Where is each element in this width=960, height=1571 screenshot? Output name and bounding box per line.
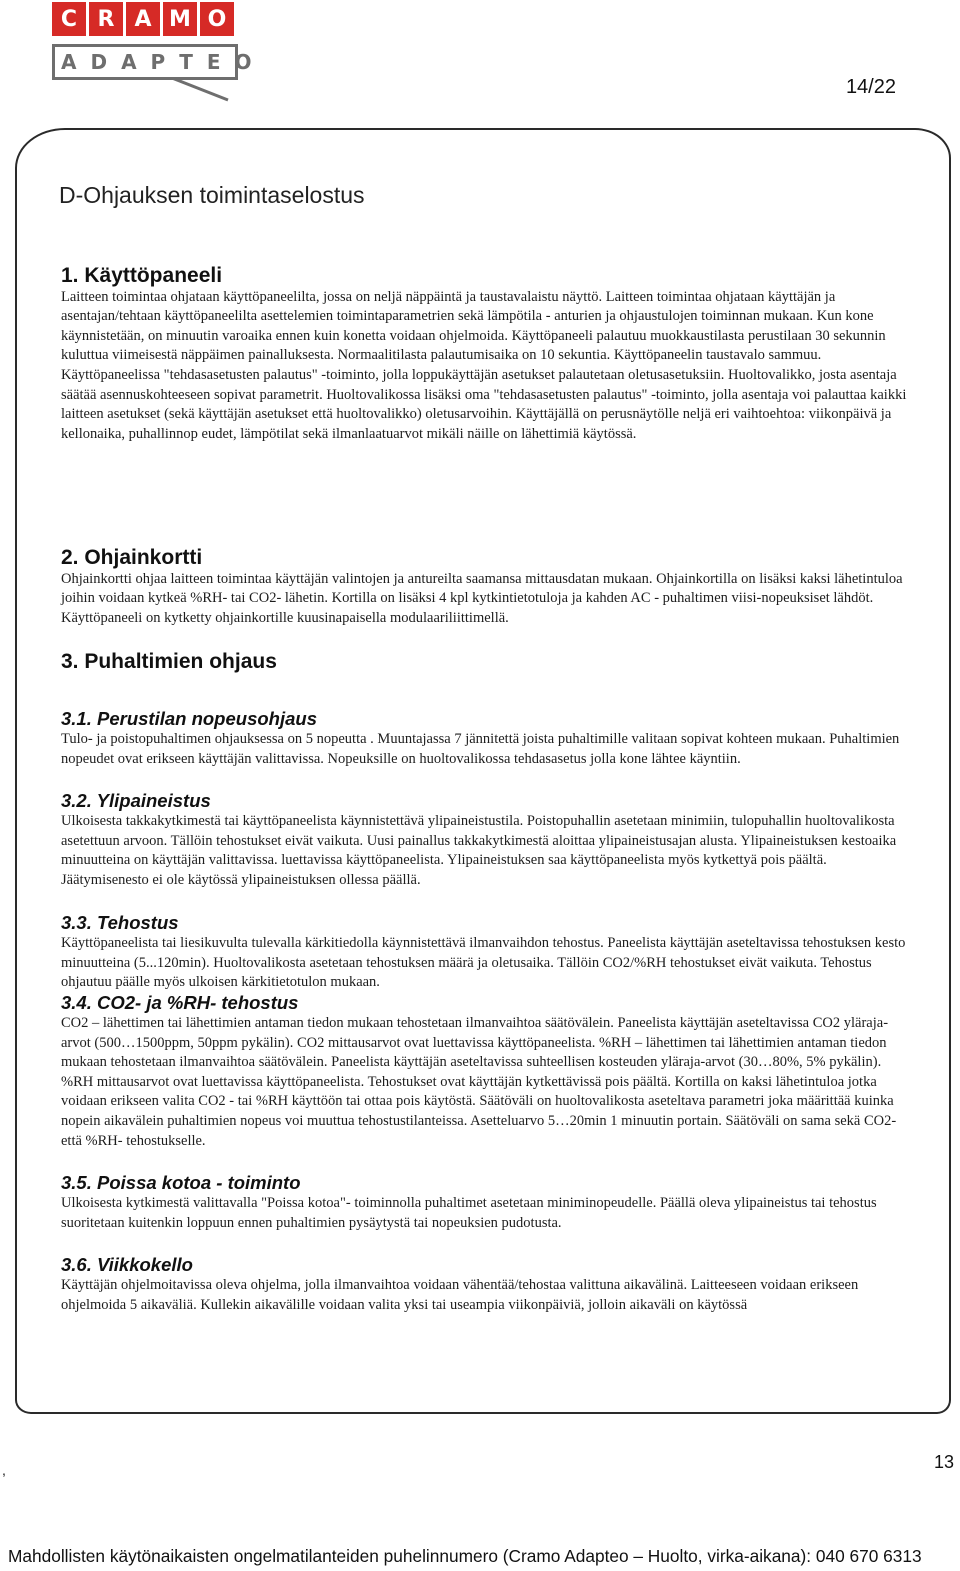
subsection-heading: 3.2. Ylipaineistus [61,790,211,811]
stray-mark: , [2,1462,6,1478]
subsection-text: Ulkoisesta kytkimestä valittavalla "Poissa kotoa"- toiminnolla puhaltimet asetetaan miniminopeudelle. Päällä oleva ylipaineistus tai tehostus suoritetaan kuitenkin loppuun ennen puhaltimien pysäytystä tai nopeuksien pudotusta. [61,1195,877,1231]
subsection-text: Käyttöpaneelista tai liesikuvulta tulevalla kärkitiedolla käynnistettävä ilmanvaihdon tehostus. Paneelista käyttäjän aseteltavissa tehostuksen kesto minuutteina (5...120min). Huoltovalikosta asetetaan tehostuksen määrä ja oletusaika. Tällöin CO2/%RH tehostukset eivät vaikuta. Tehostus ohjautuu päälle myös ulkoisen kärkitietotulon mukaan. [61,935,906,991]
subsection-poissa-kotoa [61,1172,911,1233]
subsection-co2-rh-tehostus [61,992,911,1151]
subsection-heading: 3.5. Poissa kotoa - toiminto [61,1172,301,1193]
logo-subtitle [52,44,266,80]
document-body [59,182,911,1313]
footer-support-phone: Mahdollisten käytönaikaisten ongelmatilanteiden puhelinnumero (Cramo Adapteo – Huolto, virka-aikana): 040 670 6313 [8,1546,922,1566]
cramo-adapteo-logo [52,2,266,98]
subsection-viikkokello [61,1254,911,1315]
subsection-heading: 3.3. Tehostus [61,912,179,933]
subsection-text: Ulkoisesta takkakytkimestä tai käyttöpaneelista käynnistettävä ylipaineistustila. Poistopuhallin asetetaan minimiin, tulopuhallin huoltovalikosta asetettuun arvoon. Tällöin tehostukset eivät vaikuta. Uusi painallus takkakytkimestä aloittaa ylipaineistusajan alusta. Ylipaineistuksen kestoaika minuutteina on käyttäjän valittavissa. luettavissa käyttöpaneelista. Ylipaineistuksen saa käyttöpaneelista myös kytkettyä pois päältä. Jäätymisenesto ei ole käytössä ylipaineistuksen ollessa päällä. [61,813,897,888]
subsection-text: CO2 – lähettimen tai lähettimien antaman tiedon mukaan tehostetaan ilmanvaihtoa säätövälein. Paneelista käyttäjän aseteltavissa CO2 yläraja-arvot (500…1500ppm, 50ppm pykälin). CO2 mittausarvot ovat luettavissa käyttöpaneelista. %RH – lähettimen tai lähettimien antaman tiedon mukaan tehostetaan ilmanvaihtoa säätövälein. Paneelista käyttäjän aseteltavissa suhteellisen kosteuden yläraja-arvot (30…80%, 5% pykälin). %RH mittausarvot ovat luettavissa käyttöpaneelista. Tehostukset ovat käyttäjän kytkettävissä pois päältä. Kortilla on kaksi lähetintuloa jotka voidaan erikseen valita CO2 - tai %RH käyttöön tai ottaa pois käytöstä. Säätöväli on huoltovalikosta aseteltava parametri joka määrittää kuinka nopein aikavälein puhaltimien nopeus voi muuttua tehostustilanteissa. Asetteluarvo 5…20min 1 minuutin portain. Säätöväli on sama sekä CO2- että %RH- tehostukselle. [61,1015,897,1149]
logo-letter: A [126,2,160,36]
logo-letter: R [89,2,123,36]
logo-letter-row [52,2,242,36]
document-title: D-Ohjauksen toimintaselostus [59,182,365,208]
section-ohjainkortti [61,548,911,628]
logo-subtitle-text: ADAPTEO [61,50,266,74]
section-heading: 2. Ohjainkortti [61,546,203,569]
logo-letter: M [163,2,197,36]
subsection-perustilan-nopeusohjaus [61,708,911,769]
section-heading: 3. Puhaltimien ohjaus [61,650,277,673]
logo-letter: C [52,2,86,36]
section-text: Ohjainkortti ohjaa laitteen toimintaa käyttäjän valintojen ja antureilta saamansa mittausdatan mukaan. Ohjainkortilla on lisäksi kaksi lähetintuloa joihin voidaan kytkeä %RH- tai CO2- lähetin. Kortilla on lisäksi 4 kpl kytkintietotuloja ja kahden AC - puhaltimen viisi-nopeuksiset lähdöt. Käyttöpaneeli on kytketty ohjainkortille kuusinapaisella modulaariliittimellä. [61,570,903,626]
section-heading: 1. Käyttöpaneeli [61,264,223,287]
subsection-heading: 3.4. CO2- ja %RH- tehostus [61,992,299,1013]
logo-tail-icon [172,78,256,102]
original-page-number: 13 [933,1452,954,1472]
section-kayttopaneeli [61,266,911,444]
subsection-heading: 3.6. Viikkokello [61,1254,193,1275]
section-text: Laitteen toimintaa ohjataan käyttöpaneelilta, jossa on neljä näppäintä ja taustavalaistu näyttö. Laitteen toimintaa ohjataan käyttäjän ja asentajan/tehtaan käyttöpaneelilta asettelemien toimintaparametrien sekä lämpötila - anturien ja ohjaustulojen toiminnan mukaan. Kun kone käynnistetään, on minuutin varoaika ennen kuin konetta voidaan ohjelmoida. Käyttöpaneeli palautuu muokkaustilasta perustilaan 30 sekunnin kuluttua viimeisestä näppäimen painalluksesta. Normaalitilasta palautumisaika on 10 sekuntia. Käyttöpaneelin taustavalo sammuu. Käyttöpaneelissa "tehdasasetusten palautus" -toiminto, jolla loppukäyttäjän asetukset palautetaan oletusasetuksiin. Huoltovalikko, josta asentaja säätää asennuskohteeseen sopivat parametrit. Huoltovalikossa lisäksi oma "tehdasasetusten palautus" -toiminto, jolla asentaja voi palauttaa kaikki laitteen asetukset (sekä käyttäjän asetukset että huoltovalikko) oletusarvoihin. Käyttäjällä on perusnäytölle neljä eri vaihtoehtoa: viikonpäivä ja kellonaika, puhallinnop eudet, lämpötilat sekä ilmanlaatuarvot mikäli näille on lähettimiä käytössä. [61,288,907,442]
subsection-text: Käyttäjän ohjelmoitavissa oleva ohjelma, jolla ilmanvaihtoa voidaan vähentää/tehostaa valittuna aikavälinä. Laitteeseen voidaan erikseen ohjelmoida 5 aikaväliä. Kullekin aikavälille voidaan valita yksi tai useampia viikonpäiviä, jolloin aikaväli on käytössä [61,1277,859,1313]
page-number: 14/22 [845,76,896,98]
subsection-heading: 3.1. Perustilan nopeusohjaus [61,708,317,729]
subsection-ylipaineistus [61,790,911,890]
subsection-tehostus [61,912,911,993]
subsection-text: Tulo- ja poistopuhaltimen ohjauksessa on 5 nopeutta . Muuntajassa 7 jännitettä joista puhaltimille valitaan sopivat kohteen mukaan. Puhaltimien nopeudet ovat erikseen käyttäjän valittavissa. Nopeuksille on huoltovalikossa tehdasasetus jolla kone lähtee käyntiin. [61,731,900,767]
logo-letter: O [200,2,234,36]
section-puhaltimien-ohjaus [61,652,277,674]
